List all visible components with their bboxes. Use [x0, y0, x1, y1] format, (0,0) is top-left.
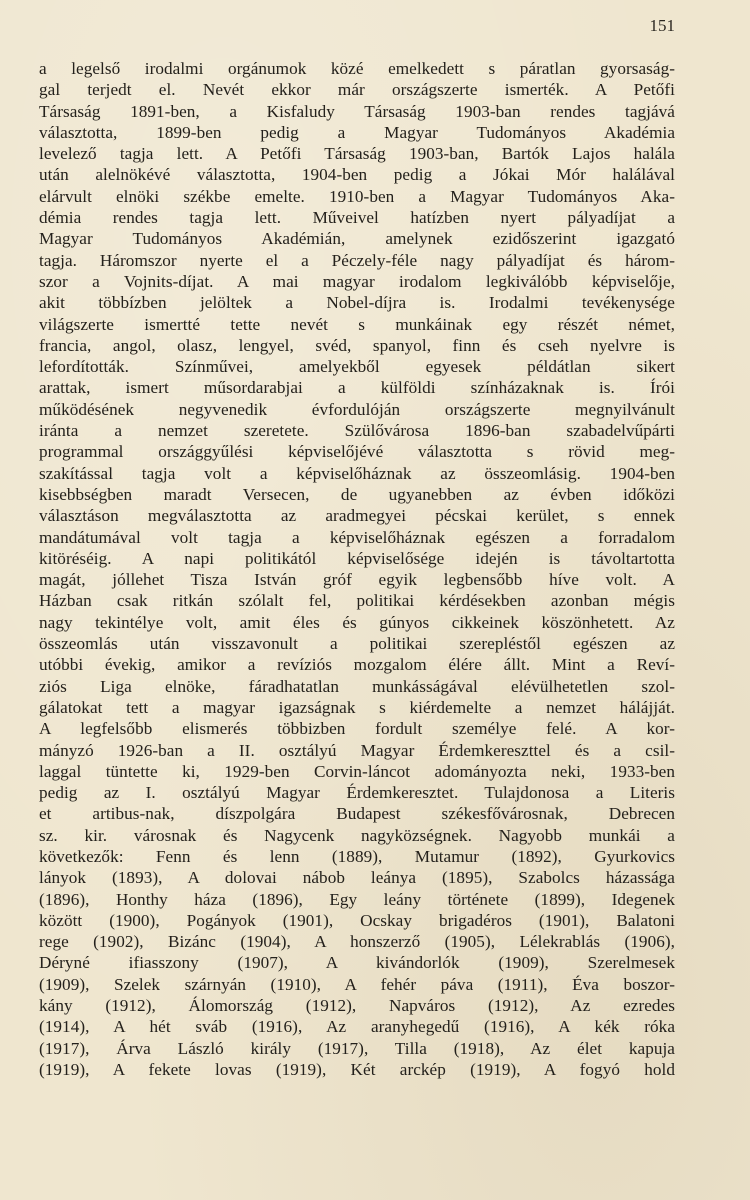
body-text [39, 58, 675, 1188]
text-line: tagja. Háromszor nyerte el a Péczely-féle nagy pályadíjat és három- [39, 250, 675, 270]
text-line: következők: Fenn és lenn (1889), Mutamur (1892), Gyurkovics [39, 846, 675, 866]
text-line: (1917), Árva László király (1917), Tilla (1918), Az élet kapuja [39, 1038, 675, 1058]
text-line: gal terjedt el. Nevét ekkor már országszerte ismerték. A Petőfi [39, 80, 675, 100]
text-line: összeomlás után visszavonult a politikai szerepléstől egészen az [39, 634, 675, 654]
text-line: választáson megválasztotta az aradmegyei pécskai kerület, s ennek [39, 506, 675, 526]
text-line: sz. kir. városnak és Nagycenk nagyközségnek. Nagyobb munkái a [39, 825, 675, 845]
text-line: magát, jóllehet Tisza István gróf egyik legbensőbb híve volt. A [39, 570, 675, 590]
text-line: (1896), Honthy háza (1896), Egy leány története (1899), Idegenek [39, 889, 675, 909]
text-line: programmal országgyűlési képviselőjévé választotta s rövid meg- [39, 442, 675, 462]
text-line: kisebbségben maradt Versecen, de ugyanebben az évben időközi [39, 484, 675, 504]
text-line: kány (1912), Álomország (1912), Napváros (1912), Az ezredes [39, 996, 675, 1016]
text-line: nagy tekintélye volt, amit éles és gúnyos cikkeinek köszönhetett. Az [39, 612, 675, 632]
text-line: mandátumával volt tagja a képviselőháznak egészen a forradalom [39, 527, 675, 547]
text-line: lefordították. Színművei, amelyekből egyesek példátlan sikert [39, 357, 675, 377]
text-line: választotta, 1899-ben pedig a Magyar Tudományos Akadémia [39, 122, 675, 142]
text-line: (1909), Szelek szárnyán (1910), A fehér páva (1911), Éva boszor- [39, 974, 675, 994]
text-line: iránta a nemzet szeretete. Szülővárosa 1896-ban szabadelvűpárti [39, 421, 675, 441]
text-line: működésének negyvenedik évfordulóján országszerte megnyilvánult [39, 399, 675, 419]
text-line: után alelnökévé választotta, 1904-ben pedig a Jókai Mór halálával [39, 165, 675, 185]
text-line: világszerte ismertté tette nevét s munkáinak egy részét német, [39, 314, 675, 334]
text-line: elárvult elnöki székbe emelte. 1910-ben a Magyar Tudományos Aka- [39, 186, 675, 206]
text-line: gálatokat tett a magyar igazságnak s kiérdemelte a nemzet hálájját. [39, 697, 675, 717]
page-number: 151 [649, 16, 675, 35]
text-line: francia, angol, olasz, lengyel, svéd, spanyol, finn és cseh nyelvre is [39, 335, 675, 355]
text-line: szakítással tagja volt a képviselőháznak az összeomlásig. 1904-ben [39, 463, 675, 483]
text-line: (1914), A hét sváb (1916), Az aranyhegedű (1916), A kék róka [39, 1017, 675, 1037]
text-line: démia rendes tagja lett. Műveivel hatízben nyert pályadíjat a [39, 208, 675, 228]
text-line: Magyar Tudományos Akadémián, amelynek ezidőszerint igazgató [39, 229, 675, 249]
text-line: akit többízben jelöltek a Nobel-díjra is. Irodalmi tevékenysége [39, 293, 675, 313]
text-line: levelező tagja lett. A Petőfi Társaság 1903-ban, Bartók Lajos halála [39, 144, 675, 164]
text-line: között (1900), Pogányok (1901), Ocskay brigadéros (1901), Balatoni [39, 910, 675, 930]
text-line: rege (1902), Bizánc (1904), A honszerző (1905), Lélekrablás (1906), [39, 932, 675, 952]
text-line: Házban csak ritkán szólalt fel, politikai kérdésekben azonban mégis [39, 591, 675, 611]
text-line: utóbbi évekig, amikor a revíziós mozgalom élére állt. Mint a Reví- [39, 655, 675, 675]
text-line: kitöréséig. A napi politikától képviselősége idején is távoltartotta [39, 548, 675, 568]
text-line: lányok (1893), A dolovai nábob leánya (1895), Szabolcs házassága [39, 868, 675, 888]
text-line: Déryné ifiasszony (1907), A kivándorlók (1909), Szerelmesek [39, 953, 675, 973]
text-line: szor a Vojnits-díjat. A mai magyar irodalom legkiválóbb képviselője, [39, 271, 675, 291]
text-line: et artibus-nak, díszpolgára Budapest székesfővárosnak, Debrecen [39, 804, 675, 824]
text-line: laggal tüntette ki, 1929-ben Corvin-láncot adományozta neki, 1933-ben [39, 761, 675, 781]
text-line: pedig az I. osztályú Magyar Érdemkeresztet. Tulajdonosa a Literis [39, 783, 675, 803]
text-line: Társaság 1891-ben, a Kisfaludy Társaság 1903-ban rendes tagjává [39, 101, 675, 121]
text-line: (1919), A fekete lovas (1919), Két arckép (1919), A fogyó hold [39, 1059, 675, 1079]
text-line: mányzó 1926-ban a II. osztályú Magyar Érdemkereszttel és a csil- [39, 740, 675, 760]
text-line: a legelső irodalmi orgánumok közé emelkedett s páratlan gyorsaság- [39, 59, 675, 78]
text-line: A legfelsőbb elismerés többizben fordult személye felé. A kor- [39, 719, 675, 739]
text-line: arattak, ismert műsordarabjai a külföldi színházaknak is. Írói [39, 378, 675, 398]
text-line: ziós Liga elnöke, fáradhatatlan munkásságával elévülhetetlen szol- [39, 676, 675, 696]
